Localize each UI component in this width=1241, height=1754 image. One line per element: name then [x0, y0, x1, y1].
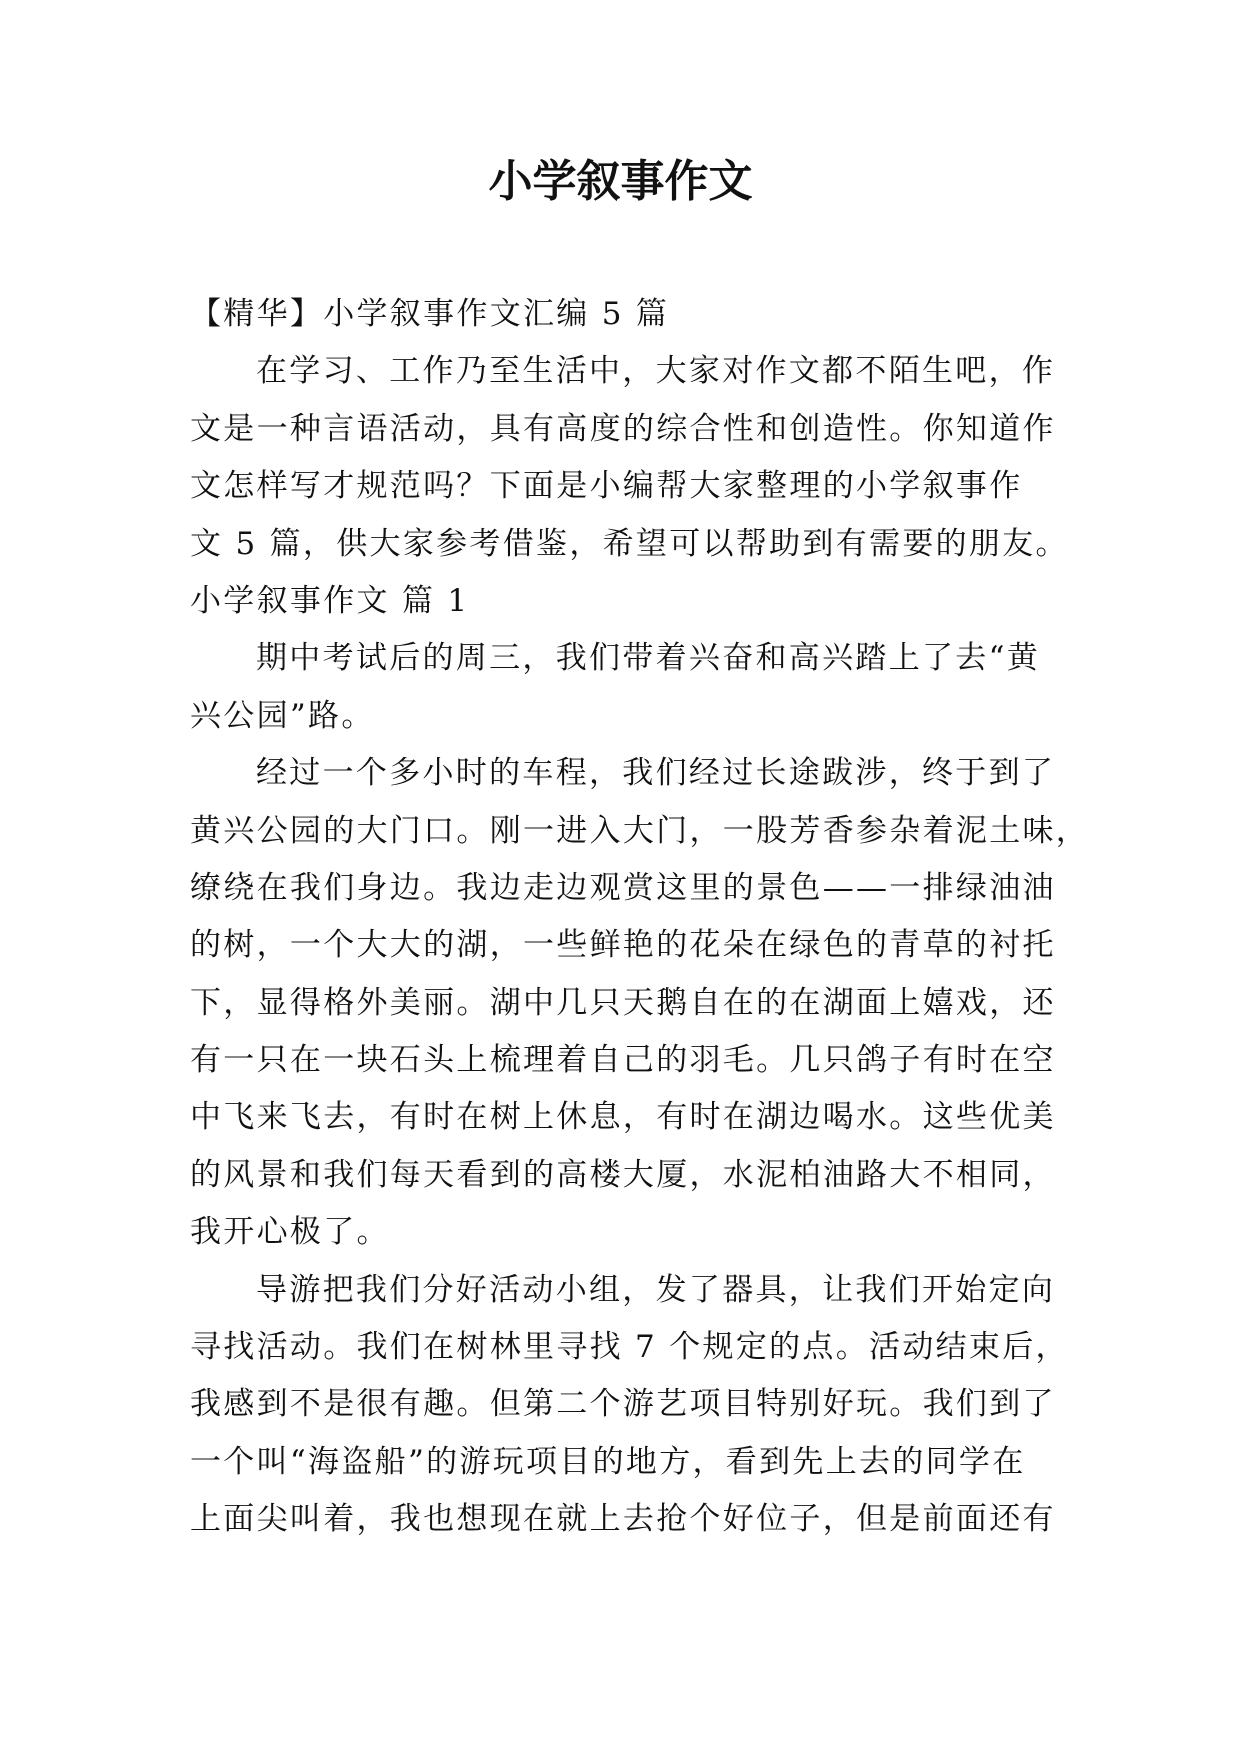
- text-line: 缭绕在我们身边。我边走边观赏这里的景色——一排绿油油: [190, 869, 1056, 906]
- document-body: [190, 286, 1090, 1549]
- text-line: 的风景和我们每天看到的高楼大厦，水泥柏油路大不相同，: [190, 1156, 1056, 1193]
- text-line: 我感到不是很有趣。但第二个游艺项目特别好玩。我们到了: [190, 1386, 1056, 1423]
- text-line: 上面尖叫着，我也想现在就上去抢个好位子，但是前面还有: [190, 1501, 1056, 1538]
- text-line: 一个叫“海盗船”的游玩项目的地方，看到先上去的同学在: [190, 1443, 1026, 1480]
- text-line: 经过一个多小时的车程，我们经过长途跋涉，终于到了: [256, 755, 1056, 792]
- text-line: 在学习、工作乃至生活中，大家对作文都不陌生吧，作: [256, 353, 1056, 390]
- text-line: 兴公园”路。: [190, 697, 375, 734]
- text-line: 文是一种言语活动，具有高度的综合性和创造性。你知道作: [190, 410, 1056, 447]
- text-line: 黄兴公园的大门口。刚一进入大门，一股芳香参杂着泥土味，: [190, 812, 1090, 849]
- text-line: 我开心极了。: [190, 1214, 390, 1251]
- text-line: 期中考试后的周三，我们带着兴奋和高兴踏上了去“黄: [256, 640, 1041, 677]
- text-line: 的树，一个大大的湖，一些鲜艳的花朵在绿色的青草的衬托: [190, 927, 1056, 964]
- text-line: 中飞来飞去，有时在树上休息，有时在湖边喝水。这些优美: [190, 1099, 1056, 1136]
- text-line: 小学叙事作文 篇 1: [190, 582, 470, 619]
- text-line: 寻找活动。我们在树林里寻找 7 个规定的点。活动结束后，: [190, 1329, 1069, 1366]
- document-title: 小学叙事作文: [488, 156, 753, 207]
- text-line: 导游把我们分好活动小组，发了器具，让我们开始定向: [256, 1271, 1056, 1308]
- text-line: 下，显得格外美丽。湖中几只天鹅自在的在湖面上嬉戏，还: [190, 984, 1056, 1021]
- text-line: 文 5 篇，供大家参考借鉴，希望可以帮助到有需要的朋友。: [190, 525, 1069, 562]
- text-line: 文怎样写才规范吗？下面是小编帮大家整理的小学叙事作: [190, 468, 1023, 505]
- text-line: 【精华】小学叙事作文汇编 5 篇: [190, 296, 670, 332]
- text-line: 有一只在一块石头上梳理着自己的羽毛。几只鸽子有时在空: [190, 1042, 1056, 1079]
